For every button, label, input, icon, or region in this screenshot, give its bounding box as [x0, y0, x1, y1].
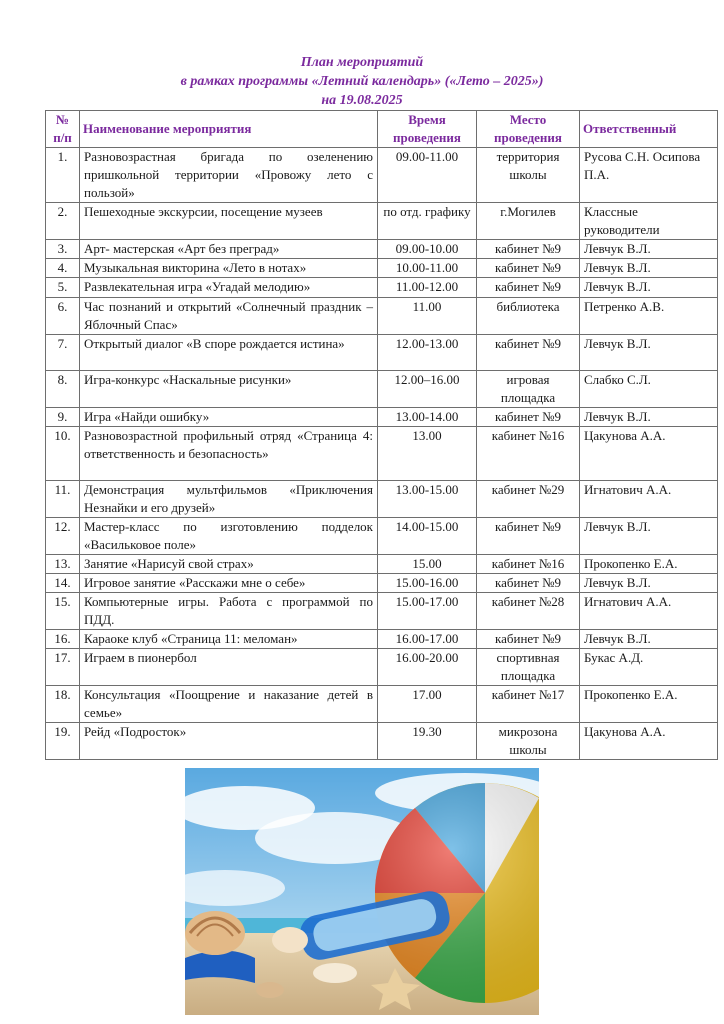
row-number: 13. — [46, 555, 80, 574]
header-num: № п/п — [46, 111, 80, 148]
event-place: микрозона школы — [477, 723, 580, 760]
event-time: 09.00-11.00 — [378, 148, 477, 203]
event-name: Игра-конкурс «Наскальные рисунки» — [80, 371, 378, 408]
document-title — [0, 53, 724, 110]
table-row — [46, 335, 718, 371]
event-responsible: Русова С.Н. Осипова П.А. — [580, 148, 718, 203]
summer-beach-photo — [185, 768, 539, 1015]
event-name: Караоке клуб «Страница 11: меломан» — [80, 630, 378, 649]
event-responsible: Прокопенко Е.А. — [580, 555, 718, 574]
event-time: 15.00-17.00 — [378, 593, 477, 630]
event-time: 13.00-14.00 — [378, 408, 477, 427]
table-row — [46, 481, 718, 518]
event-time: по отд. графику — [378, 203, 477, 240]
table-row — [46, 723, 718, 760]
table-row — [46, 371, 718, 408]
row-number: 1. — [46, 148, 80, 203]
event-name: Музыкальная викторина «Лето в нотах» — [80, 259, 378, 278]
event-time: 16.00-17.00 — [378, 630, 477, 649]
row-number: 16. — [46, 630, 80, 649]
table-row — [46, 593, 718, 630]
event-place: библиотека — [477, 298, 580, 335]
table-row — [46, 686, 718, 723]
event-responsible: Прокопенко Е.А. — [580, 686, 718, 723]
row-number: 10. — [46, 427, 80, 481]
event-time: 16.00-20.00 — [378, 649, 477, 686]
event-name: Компьютерные игры. Работа с программой по ПДД. — [80, 593, 378, 630]
event-place: кабинет №9 — [477, 518, 580, 555]
row-number: 17. — [46, 649, 80, 686]
table-row — [46, 574, 718, 593]
row-number: 18. — [46, 686, 80, 723]
row-number: 7. — [46, 335, 80, 371]
table-row — [46, 203, 718, 240]
event-name: Игра «Найди ошибку» — [80, 408, 378, 427]
row-number: 14. — [46, 574, 80, 593]
title-line-3: на 19.08.2025 — [321, 93, 403, 108]
table-row — [46, 259, 718, 278]
event-time: 12.00–16.00 — [378, 371, 477, 408]
event-time: 17.00 — [378, 686, 477, 723]
event-responsible: Игнатович А.А. — [580, 481, 718, 518]
event-time: 13.00 — [378, 427, 477, 481]
header-name: Наименование мероприятия — [80, 111, 378, 148]
table-row — [46, 555, 718, 574]
row-number: 12. — [46, 518, 80, 555]
event-name: Демонстрация мультфильмов «Приключения Незнайки и его друзей» — [80, 481, 378, 518]
title-line-2: в рамках программы «Летний календарь» («Лето – 2025») — [180, 74, 544, 89]
header-time: Время проведения — [378, 111, 477, 148]
event-responsible: Цакунова А.А. — [580, 723, 718, 760]
event-name: Час познаний и открытий «Солнечный праздник – Яблочный Спас» — [80, 298, 378, 335]
event-place: кабинет №9 — [477, 574, 580, 593]
table-row — [46, 278, 718, 298]
event-place: территория школы — [477, 148, 580, 203]
event-place: кабинет №28 — [477, 593, 580, 630]
event-responsible: Цакунова А.А. — [580, 427, 718, 481]
event-name: Мастер-класс по изготовлению подделок «Васильковое поле» — [80, 518, 378, 555]
table-row — [46, 630, 718, 649]
row-number: 9. — [46, 408, 80, 427]
table-header-row — [46, 111, 718, 148]
event-responsible: Левчук В.Л. — [580, 574, 718, 593]
event-name: Пешеходные экскурсии, посещение музеев — [80, 203, 378, 240]
event-responsible: Игнатович А.А. — [580, 593, 718, 630]
row-number: 5. — [46, 278, 80, 298]
event-name: Открытый диалог «В споре рождается истина» — [80, 335, 378, 371]
table-row — [46, 240, 718, 259]
event-name: Игровое занятие «Расскажи мне о себе» — [80, 574, 378, 593]
event-place: кабинет №9 — [477, 278, 580, 298]
event-responsible: Левчук В.Л. — [580, 408, 718, 427]
event-place: кабинет №16 — [477, 427, 580, 481]
table-row — [46, 427, 718, 481]
event-time: 10.00-11.00 — [378, 259, 477, 278]
row-number: 11. — [46, 481, 80, 518]
event-responsible: Петренко А.В. — [580, 298, 718, 335]
event-name: Занятие «Нарисуй свой страх» — [80, 555, 378, 574]
event-responsible: Слабко С.Л. — [580, 371, 718, 408]
event-place: кабинет №9 — [477, 630, 580, 649]
table-row — [46, 148, 718, 203]
event-responsible: Левчук В.Л. — [580, 240, 718, 259]
event-responsible: Букас А.Д. — [580, 649, 718, 686]
header-responsible: Ответственный — [580, 111, 718, 148]
row-number: 19. — [46, 723, 80, 760]
event-name: Разновозрастной профильный отряд «Страница 4: ответственность и безопасность» — [80, 427, 378, 481]
event-place: кабинет №9 — [477, 408, 580, 427]
event-place: кабинет №29 — [477, 481, 580, 518]
event-time: 09.00-10.00 — [378, 240, 477, 259]
event-place: кабинет №9 — [477, 335, 580, 371]
event-time: 15.00-16.00 — [378, 574, 477, 593]
table-row — [46, 518, 718, 555]
event-responsible: Левчук В.Л. — [580, 518, 718, 555]
event-time: 14.00-15.00 — [378, 518, 477, 555]
row-number: 3. — [46, 240, 80, 259]
event-name: Консультация «Поощрение и наказание детей в семье» — [80, 686, 378, 723]
events-table — [45, 110, 718, 760]
event-responsible: Классные руководители — [580, 203, 718, 240]
event-place: кабинет №9 — [477, 259, 580, 278]
row-number: 6. — [46, 298, 80, 335]
event-place: игровая площадка — [477, 371, 580, 408]
event-time: 11.00-12.00 — [378, 278, 477, 298]
row-number: 8. — [46, 371, 80, 408]
event-name: Разновозрастная бригада по озеленению пришкольной территории «Провожу лето с пользой» — [80, 148, 378, 203]
event-time: 13.00-15.00 — [378, 481, 477, 518]
event-place: кабинет №16 — [477, 555, 580, 574]
table-row — [46, 298, 718, 335]
event-name: Арт- мастерская «Арт без преград» — [80, 240, 378, 259]
table-row — [46, 649, 718, 686]
event-time: 11.00 — [378, 298, 477, 335]
event-name: Развлекательная игра «Угадай мелодию» — [80, 278, 378, 298]
event-responsible: Левчук В.Л. — [580, 259, 718, 278]
header-place: Место проведения — [477, 111, 580, 148]
event-responsible: Левчук В.Л. — [580, 335, 718, 371]
event-responsible: Левчук В.Л. — [580, 278, 718, 298]
event-time: 12.00-13.00 — [378, 335, 477, 371]
event-time: 19.30 — [378, 723, 477, 760]
row-number: 15. — [46, 593, 80, 630]
event-responsible: Левчук В.Л. — [580, 630, 718, 649]
event-place: спортивная площадка — [477, 649, 580, 686]
event-time: 15.00 — [378, 555, 477, 574]
title-line-1: План мероприятий — [300, 55, 424, 70]
event-place: кабинет №17 — [477, 686, 580, 723]
event-place: кабинет №9 — [477, 240, 580, 259]
event-name: Играем в пионербол — [80, 649, 378, 686]
event-name: Рейд «Подросток» — [80, 723, 378, 760]
row-number: 2. — [46, 203, 80, 240]
row-number: 4. — [46, 259, 80, 278]
event-place: г.Могилев — [477, 203, 580, 240]
table-row — [46, 408, 718, 427]
